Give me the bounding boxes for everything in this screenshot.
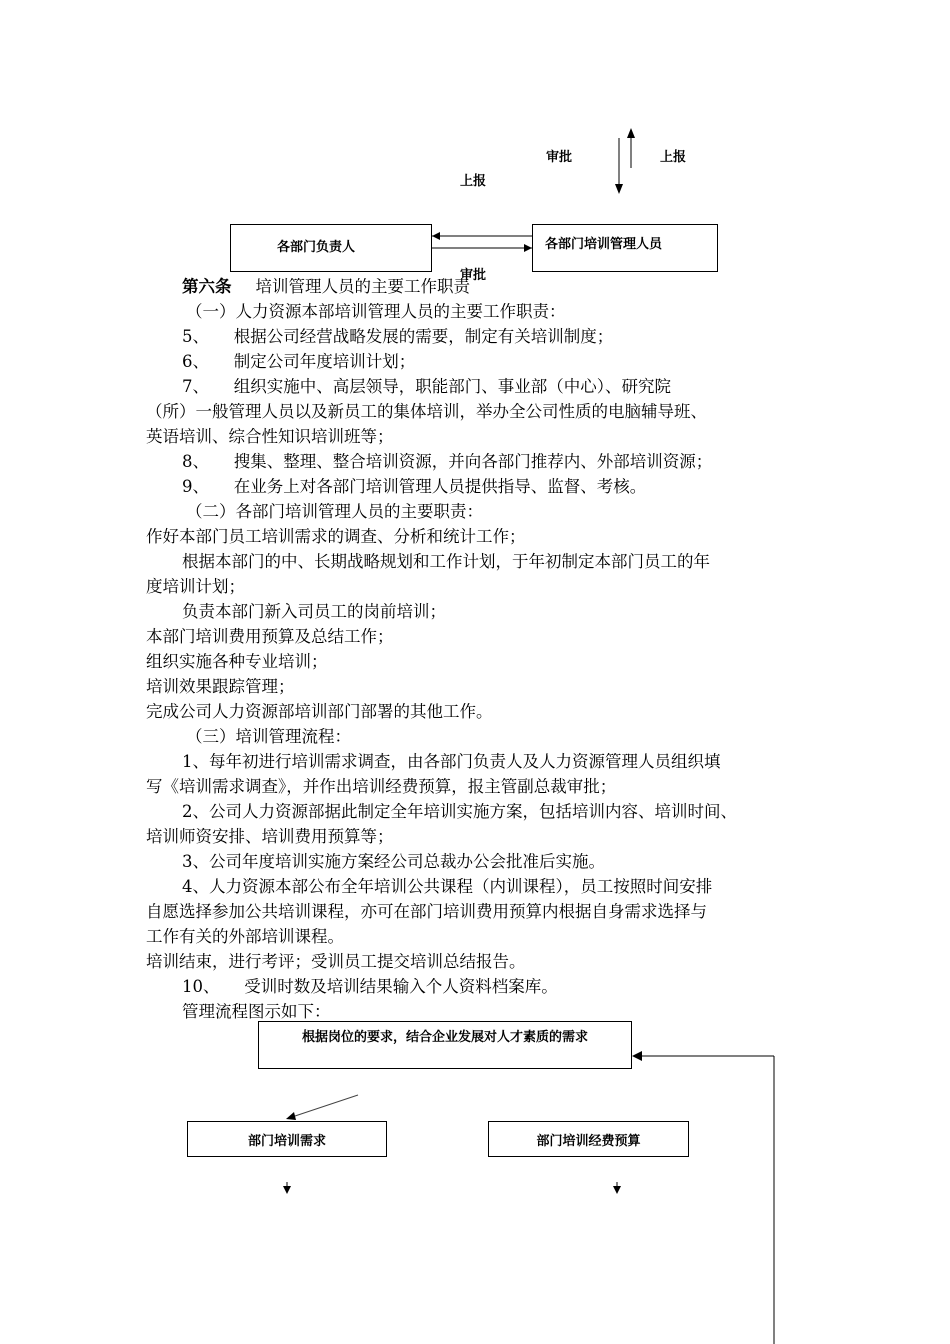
article-title: 培训管理人员的主要工作职责 <box>255 277 470 296</box>
article-heading <box>182 274 470 299</box>
dept-training-needs-box <box>187 1121 387 1157</box>
process-step-2-cont: 培训师资安排、培训费用预算等； <box>146 827 394 846</box>
dept-duty-2-cont: 度培训计划； <box>146 577 245 596</box>
process-step-10: 10、 受训时数及培训结果输入个人资料档案库。 <box>182 977 558 996</box>
process-step-2: 2、公司人力资源部据此制定全年培训实施方案，包括培训内容、培训时间、 <box>182 802 737 821</box>
process-step-1: 1、每年初进行培训需求调查，由各部门负责人及人力资源管理人员组织填 <box>182 752 721 771</box>
dept-training-manager-label: 各部门培训管理人员 <box>545 237 663 252</box>
dept-duty-4: 本部门培训费用预算及总结工作； <box>146 627 394 646</box>
dept-training-budget-box <box>488 1121 689 1157</box>
dept-duty-7: 完成公司人力资源部培训部门部署的其他工作。 <box>146 702 493 721</box>
dept-training-budget-label: 部门培训经费预算 <box>536 1134 641 1149</box>
requirement-source-box <box>258 1021 632 1069</box>
process-step-3: 3、公司年度培训实施方案经公司总裁办公会批准后实施。 <box>182 852 605 871</box>
dept-duty-6: 培训效果跟踪管理； <box>146 677 295 696</box>
duty-item-7-cont-1: （所）一般管理人员以及新员工的集体培训，举办全公司性质的电脑辅导班、 <box>146 402 707 421</box>
dept-training-manager-box <box>532 224 718 272</box>
dept-duty-5: 组织实施各种专业培训； <box>146 652 328 671</box>
duty-item-8: 8、 搜集、整理、整合培训资源，并向各部门推荐内、外部培训资源； <box>182 452 713 471</box>
section-3-heading: （三）培训管理流程： <box>186 727 351 746</box>
dept-duty-2: 根据本部门的中、长期战略规划和工作计划，于年初制定本部门员工的年 <box>182 552 710 571</box>
duty-item-5: 5、 根据公司经营战略发展的需要，制定有关培训制度； <box>182 327 614 346</box>
dept-head-label: 各部门负责人 <box>277 240 356 255</box>
process-step-4-cont-1: 自愿选择参加公共培训课程，亦可在部门培训费用预算内根据自身需求选择与 <box>146 902 707 921</box>
process-step-5: 培训结束，进行考评；受训员工提交培训总结报告。 <box>146 952 526 971</box>
duty-item-6: 6、 制定公司年度培训计划； <box>182 352 416 371</box>
dept-head-box <box>230 224 432 272</box>
duty-item-7-cont-2: 英语培训、综合性知识培训班等； <box>146 427 394 446</box>
approve-label-top: 审批 <box>546 150 573 165</box>
section-2-heading: （二）各部门培训管理人员的主要职责： <box>186 502 483 521</box>
duty-item-9: 9、 在业务上对各部门培训管理人员提供指导、监督、考核。 <box>182 477 647 496</box>
approve-label-bottom: 审批 <box>460 268 487 283</box>
dept-duty-1: 作好本部门员工培训需求的调查、分析和统计工作； <box>146 527 526 546</box>
duty-item-7: 7、 组织实施中、高层领导，职能部门、事业部（中心）、研究院 <box>182 377 671 396</box>
report-label-left: 上报 <box>460 174 487 189</box>
dept-training-needs-label: 部门培训需求 <box>247 1134 326 1149</box>
process-step-1-cont: 写《培训需求调查》，并作出培训经费预算，报主管副总裁审批； <box>146 777 617 796</box>
flow-intro: 管理流程图示如下： <box>182 1002 331 1021</box>
process-step-4-cont-2: 工作有关的外部培训课程。 <box>146 927 344 946</box>
section-1-heading: （一）人力资源本部培训管理人员的主要工作职责： <box>186 302 566 321</box>
requirement-source-label: 根据岗位的要求，结合企业发展对人才素质的需求 <box>301 1030 588 1045</box>
article-number: 第六条 <box>182 277 232 296</box>
dept-duty-3: 负责本部门新入司员工的岗前培训； <box>182 602 446 621</box>
report-label-right: 上报 <box>660 150 687 165</box>
process-step-4: 4、人力资源本部公布全年培训公共课程（内训课程），员工按照时间安排 <box>182 877 713 896</box>
